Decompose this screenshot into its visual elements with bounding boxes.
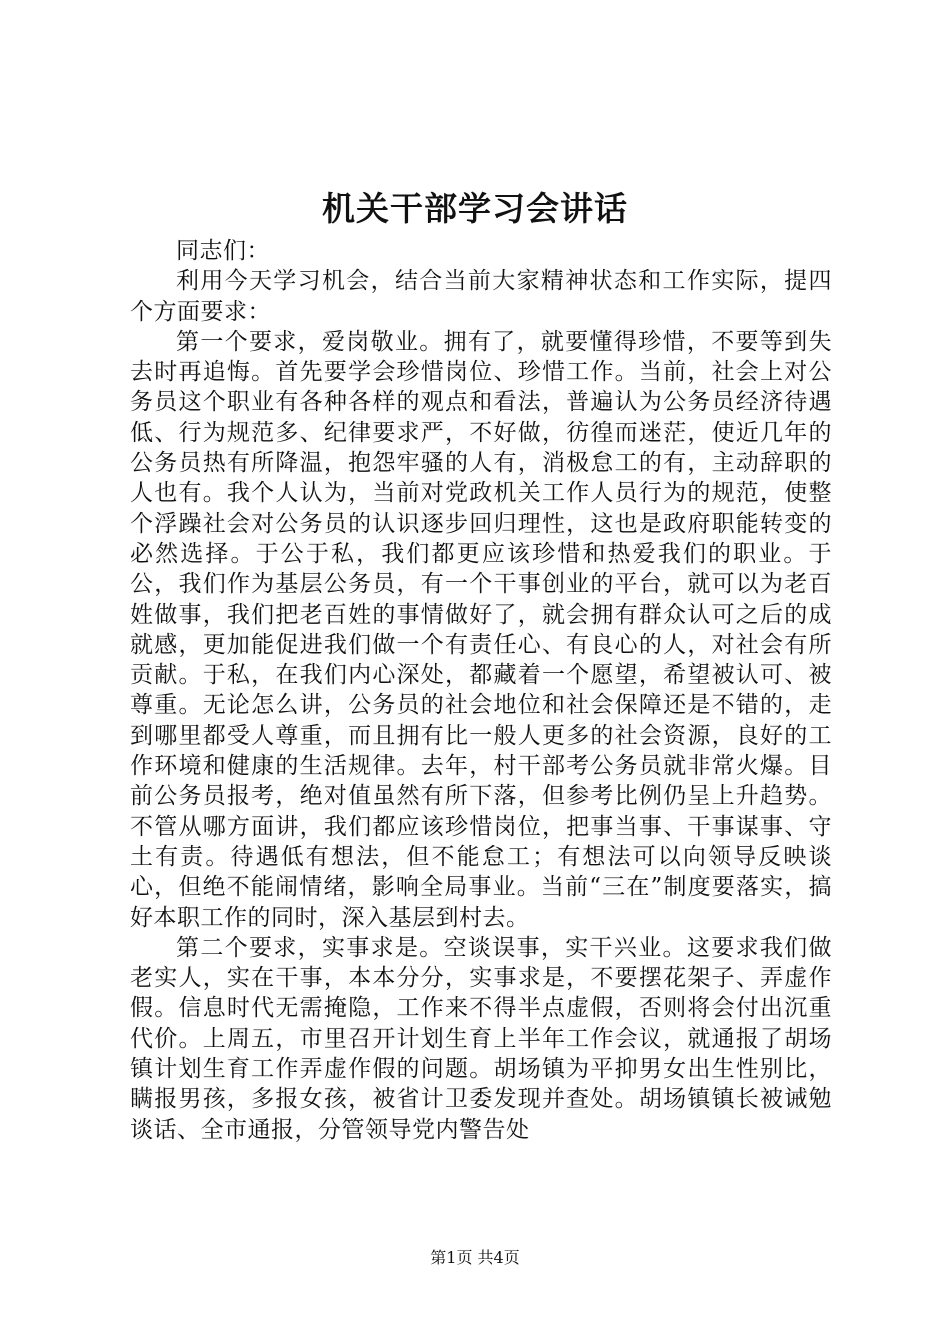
page-number: 第1页 共4页 xyxy=(430,1248,520,1267)
body-paragraph: 第二个要求，实事求是。空谈误事，实干兴业。这要求我们做老实人，实在干事，本本分分，实事求是，不要摆花架子、弄虚作假。信息时代无需掩隐，工作来不得半点虚假，否则将会付出沉重代价。上周五，市里召开计划生育上半年工作会议，就通报了胡场镇计划生育工作弄虚作假的问题。胡场镇为平抑男女出生性别比，瞒报男孩，多报女孩，被省计卫委发现并查处。胡场镇镇长被诫勉谈话、全市通报，分管领导党内警告处 xyxy=(130,934,832,1143)
body-paragraph: 第一个要求，爱岗敬业。拥有了，就要懂得珍惜，不要等到失去时再追悔。首先要学会珍惜岗位、珍惜工作。当前，社会上对公务员这个职业有各种各样的观点和看法，普遍认为公务员经济待遇低、行为规范多、纪律要求严，不好做，彷徨而迷茫，使近几年的公务员热有所降温，抱怨牢骚的人有，消极怠工的有，主动辞职的人也有。我个人认为，当前对党政机关工作人员行为的规范，使整个浮躁社会对公务员的认识逐步回归理性，这也是政府职能转变的必然选择。于公于私，我们都更应该珍惜和热爱我们的职业。于公，我们作为基层公务员，有一个干事创业的平台，就可以为老百姓做事，我们把老百姓的事情做好了，就会拥有群众认可之后的成就感，更加能促进我们做一个有责任心、有良心的人，对社会有所贡献。于私，在我们内心深处，都藏着一个愿望，希望被认可、被尊重。无论怎么讲，公务员的社会地位和社会保障还是不错的，走到哪里都受人尊重，而且拥有比一般人更多的社会资源，良好的工作环境和健康的生活规律。去年，村干部考公务员就非常火爆。目前公务员报考，绝对值虽然有所下落，但参考比例仍呈上升趋势。不管从哪方面讲，我们都应该珍惜岗位，把事当事、干事谋事、守土有责。待遇低有想法，但不能怠工；有想法可以向领导反映谈心，但绝不能闹情绪，影响全局事业。当前“三在”制度要落实，搞好本职工作的同时，深入基层到村去。 xyxy=(130,328,832,931)
document-body xyxy=(130,236,832,1145)
salutation: 同志们： xyxy=(176,238,270,264)
document-title: 机关干部学习会讲话 xyxy=(322,189,628,228)
body-paragraph: 利用今天学习机会，结合当前大家精神状态和工作实际，提四个方面要求： xyxy=(130,268,832,325)
